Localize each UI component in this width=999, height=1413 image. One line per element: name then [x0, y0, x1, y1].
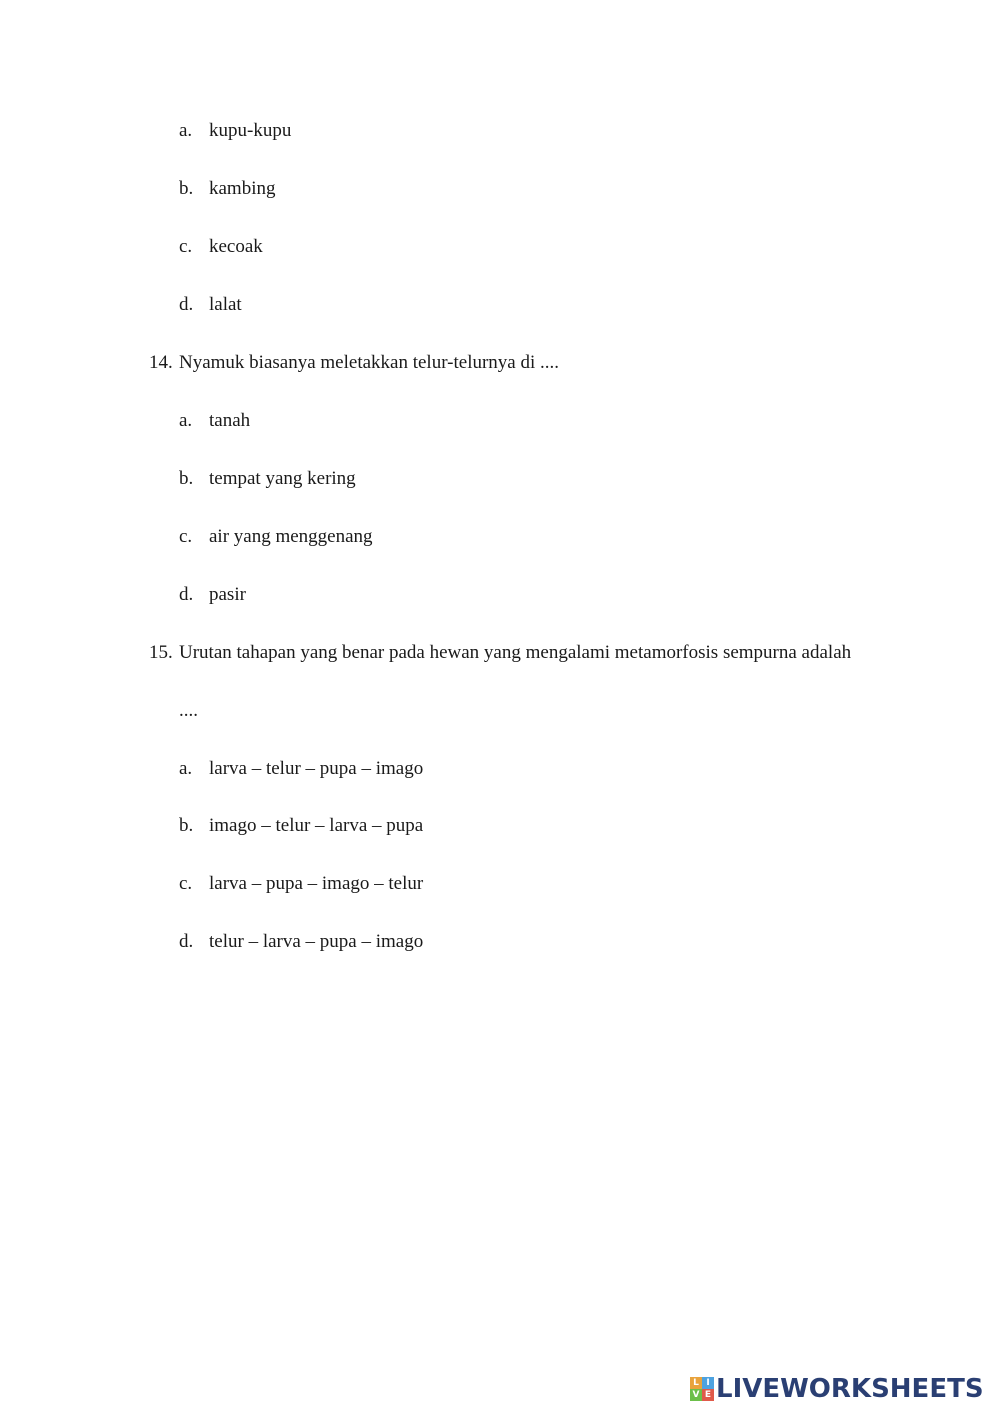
option-letter: c.	[179, 526, 193, 547]
option-letter: b.	[179, 468, 194, 489]
question-number: 15.	[149, 642, 173, 663]
option-letter: d.	[179, 294, 194, 315]
logo-icon-tile: E	[702, 1389, 714, 1401]
liveworksheets-logo	[690, 1374, 984, 1404]
option-text: telur – larva – pupa – imago	[209, 931, 424, 952]
option-text: kambing	[209, 178, 276, 199]
option-text: lalat	[209, 294, 242, 315]
option-letter: c.	[179, 236, 193, 257]
option-text: pasir	[209, 584, 246, 605]
question-text: Nyamuk biasanya meletakkan telur-telurnya di ....	[179, 352, 560, 373]
logo-icon-tile: V	[690, 1389, 702, 1401]
question-text: Urutan tahapan yang benar pada hewan yang mengalami metamorfosis sempurna adalah	[179, 642, 852, 663]
liveworksheets-logo-icon	[690, 1377, 714, 1401]
option-letter: b.	[179, 815, 194, 836]
option-text: tanah	[209, 410, 251, 431]
option-text: kecoak	[209, 236, 263, 257]
option-letter: d.	[179, 931, 194, 952]
option-text: kupu-kupu	[209, 120, 292, 141]
option-letter: c.	[179, 873, 193, 894]
option-text: imago – telur – larva – pupa	[209, 815, 424, 836]
logo-icon-tile: L	[690, 1377, 702, 1389]
option-letter: d.	[179, 584, 194, 605]
option-letter: a.	[179, 758, 193, 779]
option-letter: a.	[179, 410, 193, 431]
question-text-continued: ....	[179, 700, 198, 721]
logo-wordmark: LIVEWORKSHEETS	[716, 1374, 984, 1404]
question-number: 14.	[149, 352, 173, 373]
option-text: tempat yang kering	[209, 468, 356, 489]
option-letter: a.	[179, 120, 193, 141]
option-text: larva – pupa – imago – telur	[209, 873, 424, 894]
option-letter: b.	[179, 178, 194, 199]
option-text: larva – telur – pupa – imago	[209, 758, 424, 779]
option-text: air yang menggenang	[209, 526, 373, 547]
logo-icon-tile: I	[702, 1377, 714, 1389]
